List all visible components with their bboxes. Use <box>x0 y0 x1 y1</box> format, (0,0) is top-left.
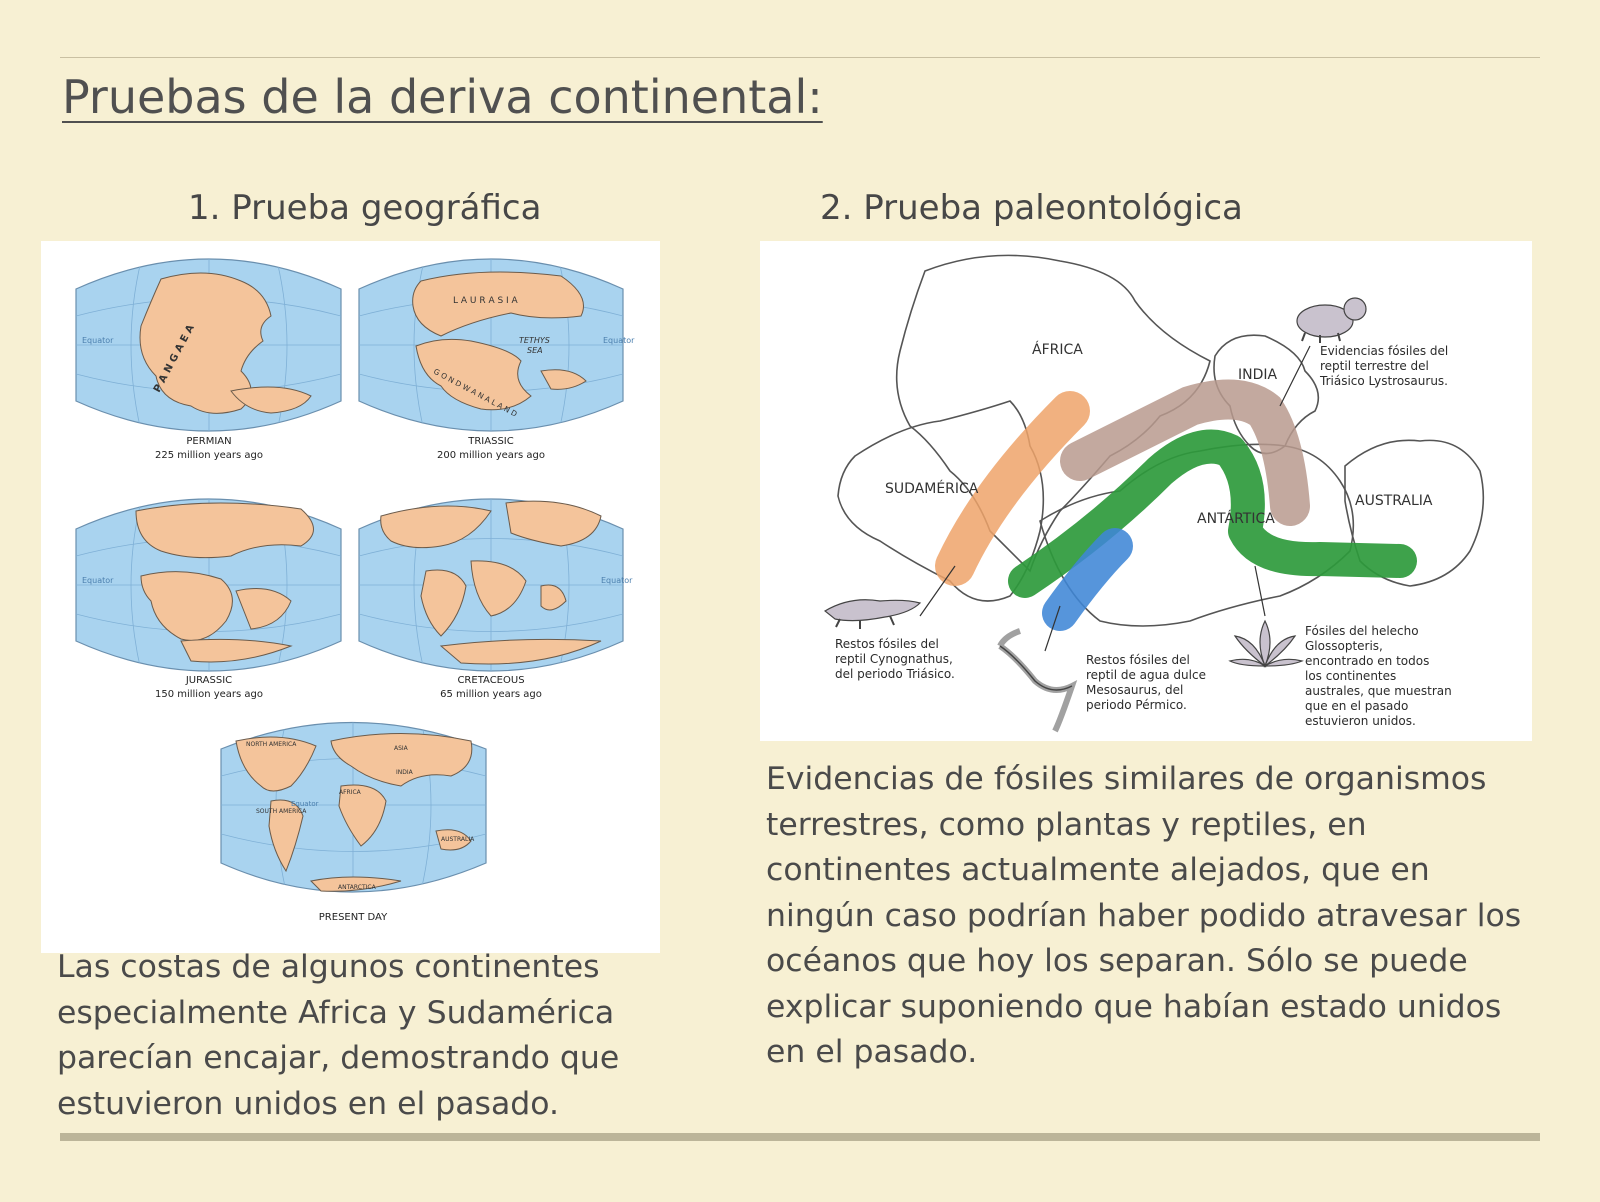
map-cretaceous-age: 65 million years ago <box>440 689 542 700</box>
region-antartica: ANTÁRTICA <box>1197 511 1275 527</box>
cynognathus-icon <box>825 600 920 629</box>
map-jurassic-period: JURASSIC <box>185 675 233 686</box>
equator-label: Equator <box>82 576 114 585</box>
tethys-label: TETHYS <box>519 336 550 345</box>
australia-label: AUSTRALIA <box>441 836 475 843</box>
laurasia-label: L A U R A S I A <box>453 296 518 306</box>
paleontological-evidence-text: Evidencias de fósiles similares de organismos terrestres, como plantas y reptiles, en continentes actualmente alejados, que en ningún caso podrían haber podido atravesar los océanos que hoy los separan. Sólo se puede explicar suponiendo que habían estado unidos en el pasado. <box>766 761 1522 1070</box>
region-australia: AUSTRALIA <box>1355 493 1433 509</box>
antarctica-label: ANTARCTICA <box>338 884 376 891</box>
india-label: INDIA <box>396 769 413 776</box>
top-divider <box>60 57 1540 58</box>
equator-label: Equator <box>82 336 114 345</box>
lystrosaurus-icon <box>1297 298 1366 343</box>
map-jurassic <box>76 491 341 700</box>
pangaea-label: P A N G A E A <box>151 323 197 395</box>
page-title: Pruebas de la deriva continental: <box>62 70 823 124</box>
lystrosaurus-caption: Evidencias fósiles del reptil terrestre del Triásico Lystrosaurus. <box>1320 344 1449 388</box>
gondwanaland-label: G O N D W A N A L A N D <box>432 366 519 419</box>
map-permian-period: PERMIAN <box>186 436 232 447</box>
map-present-day <box>221 711 486 923</box>
map-present-day-period: PRESENT DAY <box>318 912 388 923</box>
region-india: INDIA <box>1238 367 1278 383</box>
region-sudamerica: SUDAMÉRICA <box>885 481 979 497</box>
north-america-label: NORTH AMERICA <box>246 741 297 748</box>
equator-label: Equator <box>291 800 319 808</box>
cynognathus-caption: Restos fósiles del reptil Cynognathus, del periodo Triásico. <box>835 637 955 681</box>
equator-label: Equator <box>603 336 635 345</box>
africa-label: AFRICA <box>339 789 361 796</box>
fossil-distribution-figure <box>760 241 1532 741</box>
equator-label: Equator <box>601 576 633 585</box>
map-cretaceous <box>359 491 633 700</box>
glossopteris-caption: Fósiles del helecho Glossopteris, encontrado en todos los continentes australes, que muestran que en el pasado estuvieron unidos. <box>1305 624 1452 728</box>
sea-label: SEA <box>527 346 543 355</box>
continental-drift-maps-figure <box>41 241 660 953</box>
arrow-glossopteris <box>1255 566 1265 616</box>
map-triassic <box>359 251 635 461</box>
region-africa: ÁFRICA <box>1032 342 1083 358</box>
asia-label: ASIA <box>394 745 408 752</box>
mesosaurus-caption: Restos fósiles del reptil de agua dulce Mesosaurus, del periodo Pérmico. <box>1086 653 1206 712</box>
map-permian <box>76 251 341 461</box>
bottom-divider <box>60 1133 1540 1141</box>
section-heading-geographic: 1. Prueba geográfica <box>188 188 542 228</box>
map-triassic-age: 200 million years ago <box>436 450 546 461</box>
map-triassic-period: TRIASSIC <box>468 436 514 447</box>
glossopteris-icon <box>1230 621 1302 666</box>
section-heading-paleontological: 2. Prueba paleontológica <box>820 188 1243 228</box>
south-america-label: SOUTH AMERICA <box>256 808 307 815</box>
map-permian-age: 225 million years ago <box>154 450 264 461</box>
map-jurassic-age: 150 million years ago <box>154 689 264 700</box>
map-cretaceous-period: CRETACEOUS <box>457 675 525 686</box>
mesosaurus-icon <box>1000 631 1072 731</box>
geographic-evidence-text: Las costas de algunos continentes especialmente Africa y Sudamérica parecían encajar, demostrando que estuvieron unidos en el pasado. <box>57 949 620 1122</box>
